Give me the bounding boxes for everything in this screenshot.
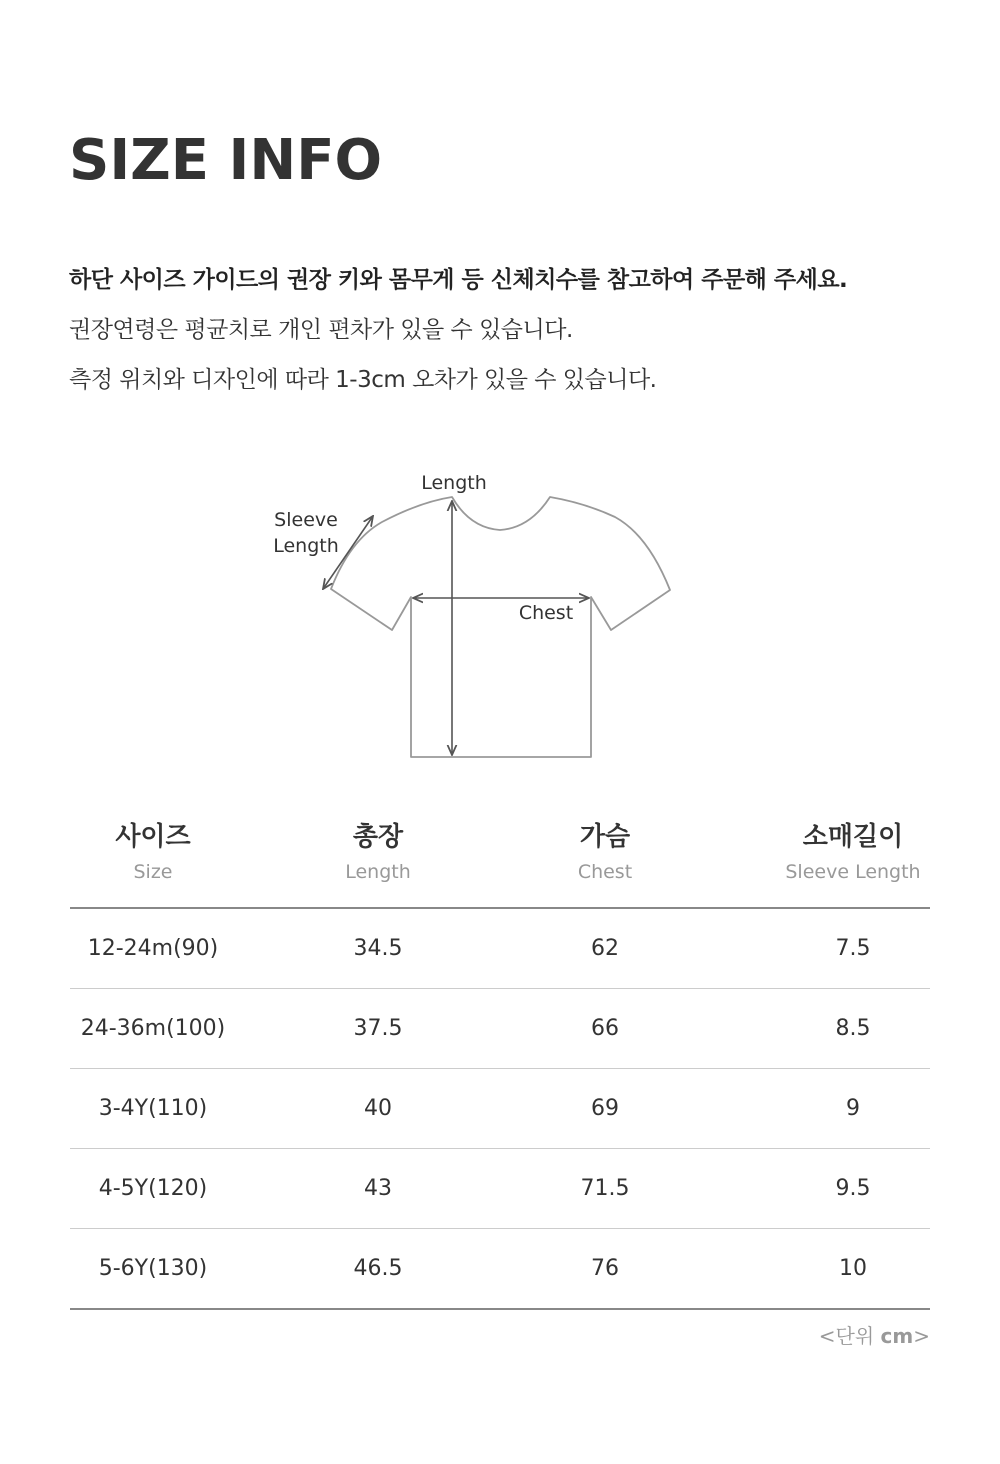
unit-prefix: <단위 — [818, 1324, 881, 1348]
cell-size: 24-36m(100) — [80, 1016, 226, 1041]
header-size-ko: 사이즈 — [115, 822, 191, 852]
cell-length: 37.5 — [353, 1016, 403, 1041]
cell-chest: 66 — [591, 1016, 619, 1041]
size-table-body — [70, 909, 930, 1310]
header-sleeve-ko: 소매길이 — [802, 822, 904, 852]
header-length-ko: 총장 — [352, 822, 404, 852]
table-row — [70, 1229, 930, 1310]
note-measurement-tolerance: 측정 위치와 디자인에 따라 1-3cm 오차가 있을 수 있습니다. — [69, 367, 657, 393]
cell-chest: 76 — [591, 1256, 619, 1281]
tshirt-measurement-diagram — [0, 460, 1000, 770]
cell-sleeve-length: 9.5 — [835, 1176, 871, 1201]
sleeve-label-line1: Sleeve — [274, 509, 338, 531]
header-size — [53, 818, 253, 886]
unit-note — [819, 1320, 930, 1349]
tshirt-outline — [331, 497, 670, 757]
cell-sleeve-length: 10 — [839, 1256, 867, 1281]
cell-sleeve-length: 8.5 — [835, 1016, 871, 1041]
table-row — [70, 1149, 930, 1229]
unit-suffix: > — [913, 1324, 930, 1348]
header-sleeve-en: Sleeve Length — [785, 861, 921, 883]
cell-chest: 69 — [591, 1096, 619, 1121]
header-length-en: Length — [345, 861, 411, 883]
cell-length: 43 — [364, 1176, 392, 1201]
header-chest-ko: 가슴 — [579, 822, 631, 852]
sleeve-label-line2: Length — [273, 535, 339, 557]
cell-size: 4-5Y(120) — [98, 1176, 208, 1201]
cell-size: 5-6Y(130) — [98, 1256, 208, 1281]
note-recommended-age: 권장연령은 평균치로 개인 편차가 있을 수 있습니다. — [69, 317, 573, 343]
chest-label: Chest — [518, 602, 574, 624]
cell-size: 12-24m(90) — [87, 936, 219, 961]
cell-length: 46.5 — [353, 1256, 403, 1281]
size-notes — [69, 255, 949, 405]
cell-size: 3-4Y(110) — [98, 1096, 208, 1121]
page-title: SIZE INFO — [69, 128, 383, 193]
cell-length: 40 — [364, 1096, 392, 1121]
table-row — [70, 1069, 930, 1149]
table-row — [70, 909, 930, 989]
size-table-header — [70, 818, 930, 908]
header-chest-en: Chest — [577, 861, 633, 883]
note-order-guide: 하단 사이즈 가이드의 권장 키와 몸무게 등 신체치수를 참고하여 주문해 주세요. — [69, 267, 848, 293]
cell-sleeve-length: 7.5 — [835, 936, 871, 961]
header-chest — [505, 818, 705, 886]
cell-length: 34.5 — [353, 936, 403, 961]
unit-value: cm — [880, 1324, 914, 1348]
length-label: Length — [421, 472, 487, 494]
header-length — [278, 818, 478, 886]
tshirt-diagram-svg — [0, 460, 1000, 770]
table-row — [70, 989, 930, 1069]
cell-chest: 71.5 — [580, 1176, 630, 1201]
cell-sleeve-length: 9 — [846, 1096, 860, 1121]
cell-chest: 62 — [591, 936, 619, 961]
header-sleeve-length — [753, 818, 953, 886]
header-size-en: Size — [133, 861, 173, 883]
